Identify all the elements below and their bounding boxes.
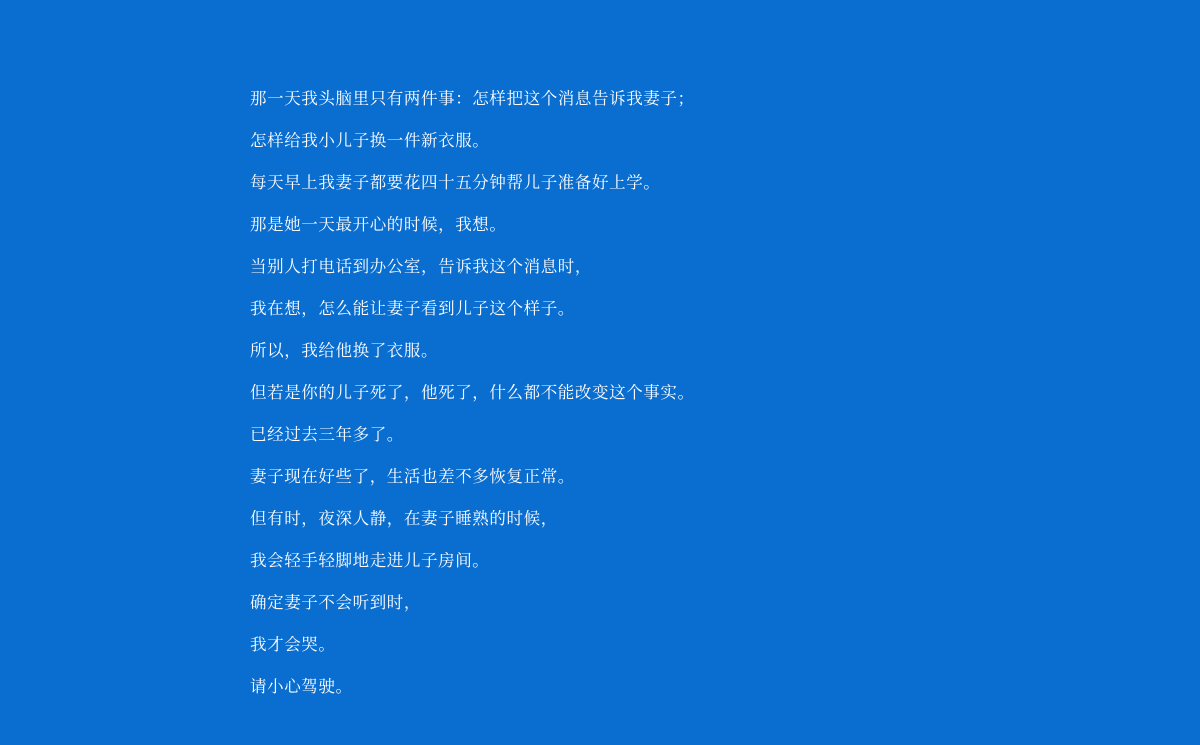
text-line: 确定妻子不会听到时，	[250, 594, 421, 612]
text-line: 但有时，夜深人静，在妻子睡熟的时候，	[250, 510, 558, 528]
text-line: 那一天我头脑里只有两件事：怎样把这个消息告诉我妻子；	[250, 90, 695, 108]
text-line: 所以，我给他换了衣服。	[250, 342, 439, 360]
subtitle-text-block	[250, 78, 1110, 708]
text-line: 我在想，怎么能让妻子看到儿子这个样子。	[250, 300, 575, 318]
text-line: 已经过去三年多了。	[250, 426, 404, 444]
text-line: 每天早上我妻子都要花四十五分钟帮儿子准备好上学。	[250, 174, 661, 192]
text-line: 那是她一天最开心的时候，我想。	[250, 216, 507, 234]
text-line: 当别人打电话到办公室，告诉我这个消息时，	[250, 258, 592, 276]
text-line: 但若是你的儿子死了，他死了，什么都不能改变这个事实。	[250, 384, 695, 402]
text-line: 请小心驾驶。	[250, 678, 353, 696]
text-line: 我才会哭。	[250, 636, 336, 654]
text-line: 怎样给我小儿子换一件新衣服。	[250, 132, 490, 150]
text-line: 妻子现在好些了，生活也差不多恢复正常。	[250, 468, 575, 486]
text-line: 我会轻手轻脚地走进儿子房间。	[250, 552, 490, 570]
